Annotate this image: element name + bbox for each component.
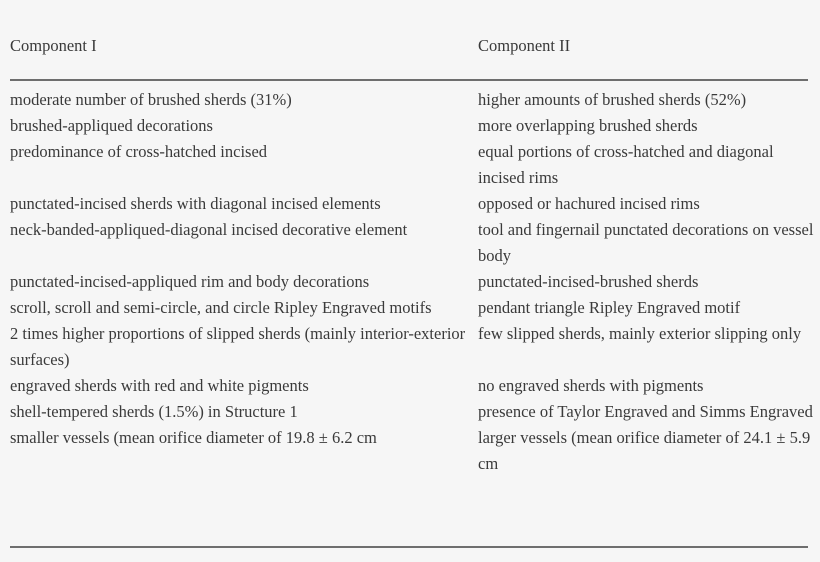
cell-component-i: punctated-incised sherds with diagonal incised elements [10, 194, 381, 213]
header-component-i: Component I [10, 36, 97, 55]
cell-component-i: moderate number of brushed sherds (31%) [10, 90, 292, 109]
cell-component-ii: opposed or hachured incised rims [478, 194, 700, 213]
cell-component-i: engraved sherds with red and white pigments [10, 376, 309, 395]
cell-component-ii: few slipped sherds, mainly exterior slipping only [478, 324, 802, 343]
table-row [10, 295, 815, 321]
table-body [10, 87, 815, 477]
cell-component-i: scroll, scroll and semi-circle, and circle Ripley Engraved motifs [10, 298, 432, 317]
table-row [10, 269, 815, 295]
table-row [10, 321, 815, 373]
cell-component-i: punctated-incised-appliqued rim and body decorations [10, 272, 370, 291]
cell-component-ii: pendant triangle Ripley Engraved motif [478, 298, 741, 317]
cell-component-ii: no engraved sherds with pigments [478, 376, 704, 395]
cell-component-ii: tool and fingernail punctated decorations on vessel body [478, 220, 814, 265]
header-rule [10, 79, 808, 81]
footer-rule [10, 546, 808, 548]
header-component-ii: Component II [478, 36, 571, 55]
table-row [10, 373, 815, 399]
cell-component-ii: punctated-incised-brushed sherds [478, 272, 699, 291]
table-row [10, 87, 815, 113]
table-row [10, 217, 815, 269]
table-row [10, 191, 815, 217]
cell-component-i: brushed-appliqued decorations [10, 116, 213, 135]
cell-component-ii: higher amounts of brushed sherds (52%) [478, 90, 747, 109]
cell-component-i: 2 times higher proportions of slipped sherds (mainly interior-exterior surfaces) [10, 324, 466, 369]
cell-component-i: smaller vessels (mean orifice diameter of 19.8 ± 6.2 cm [10, 428, 377, 447]
cell-component-ii: more overlapping brushed sherds [478, 116, 698, 135]
cell-component-i: shell-tempered sherds (1.5%) in Structure 1 [10, 402, 298, 421]
table-row [10, 425, 815, 477]
table-row [10, 399, 815, 425]
cell-component-i: predominance of cross-hatched incised [10, 142, 268, 161]
table-row [10, 139, 815, 191]
cell-component-i: neck-banded-appliqued-diagonal incised decorative element [10, 220, 408, 239]
cell-component-ii: presence of Taylor Engraved and Simms Engraved [478, 402, 813, 421]
cell-component-ii: larger vessels (mean orifice diameter of 24.1 ± 5.9 cm [478, 428, 811, 473]
cell-component-ii: equal portions of cross-hatched and diagonal incised rims [478, 142, 774, 187]
table-row [10, 113, 815, 139]
